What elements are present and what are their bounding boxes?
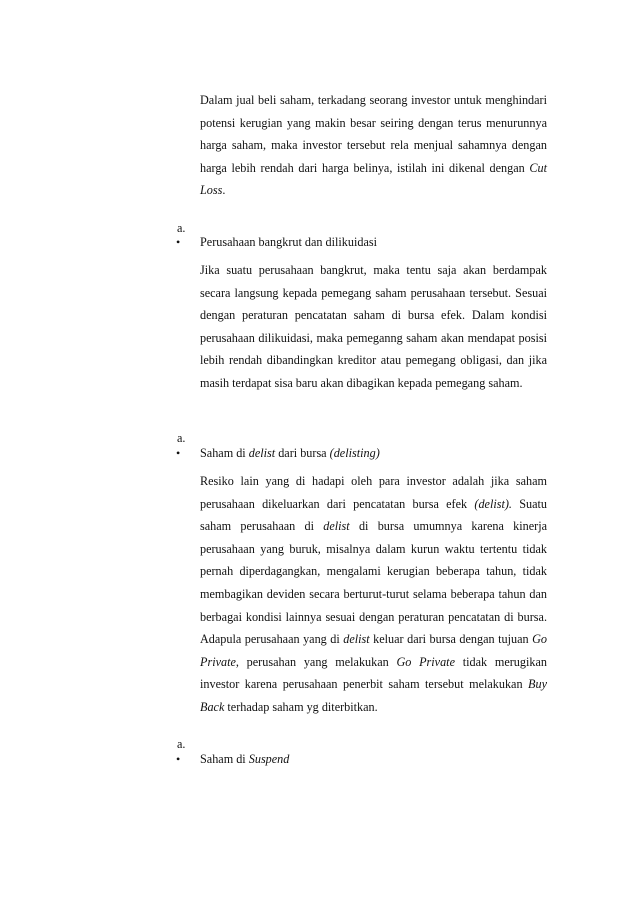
section-heading-bankrupt: Perusahaan bangkrut dan dilikuidasi	[200, 235, 378, 249]
paragraph-cut-loss: Dalam jual beli saham, terkadang seorang investor untuk menghindari potensi kerugian yang makin besar seiring dengan terus menurunnya harga saham, maka investor tersebut rela menjual sahamnya dengan harga lebih rendah dari harga belinya, istilah ini dikenal dengan Cut Loss.	[200, 93, 547, 198]
bullet-icon: •	[176, 752, 181, 766]
list-marker: a.	[177, 737, 186, 751]
bullet-icon: •	[176, 235, 181, 249]
list-marker: a.	[177, 221, 186, 235]
paragraph-bankrupt: Jika suatu perusahaan bangkrut, maka tentu saja akan berdampak secara langsung kepada pemegang saham perusahaan tersebut. Sesuai dengan peraturan pencatatan saham di bursa efek. Dalam kondisi perusahaan dilikuidasi, maka pemeganng saham akan mendapat posisi lebih rendah dibandingkan kreditor atau pemegang obligasi, dan jika masih terdapat sisa baru akan dibagikan kepada pemegang saham.	[200, 263, 547, 390]
list-marker: a.	[177, 431, 186, 445]
bullet-icon: •	[176, 446, 181, 460]
paragraph-delist: Resiko lain yang di hadapi oleh para investor adalah jika saham perusahaan dikeluarkan dari pencatatan bursa efek (delist). Suatu saham perusahaan di delist di bursa umumnya karena kinerja perusahaan yang buruk, misalnya dalam kurun waktu tertentu tidak pernah diperdagangkan, mengalami kerugian beberapa tahun, tidak membagikan deviden secara berturut-turut selama beberapa tahun dan berbagai kondisi lainnya sesuai dengan peraturan pencatatan di bursa. Adapula perusahaan yang di delist keluar dari bursa dengan tujuan Go Private, perusahan yang melakukan Go Private tidak merugikan investor karena perusahaan penerbit saham tersebut melakukan Buy Back terhadap saham yg diterbitkan.	[200, 474, 547, 714]
section-heading-suspend: Saham di Suspend	[200, 752, 290, 766]
section-heading-delist: Saham di delist dari bursa (delisting)	[200, 446, 380, 460]
